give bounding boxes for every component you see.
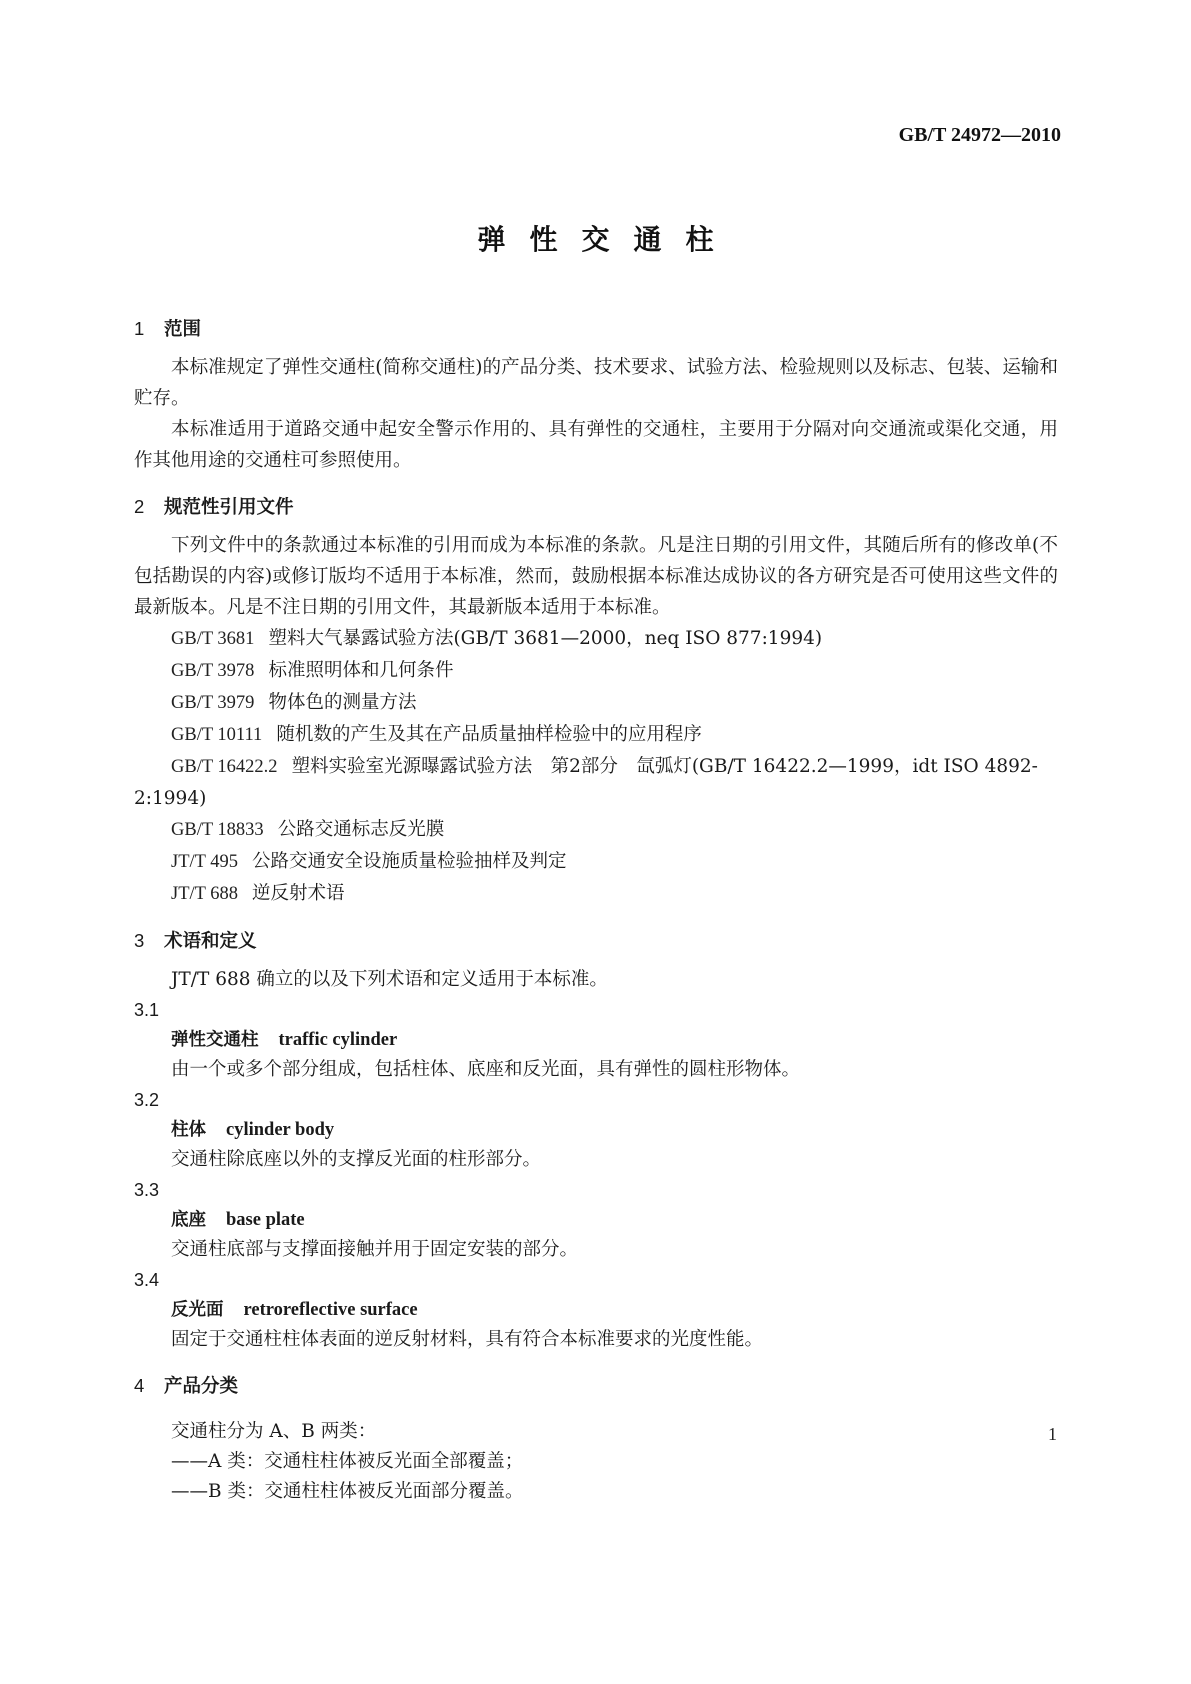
- paragraph: 本标准适用于道路交通中起安全警示作用的、具有弹性的交通柱，主要用于分隔对向交通流或渠化交通，用作其他用途的交通柱可参照使用。: [134, 419, 1058, 471]
- reference-code: GB/T 3979: [171, 693, 255, 713]
- term-en: retroreflective surface: [243, 1300, 418, 1320]
- reference-title: 公路交通安全设施质量检验抽样及判定: [251, 851, 567, 872]
- section-number: 3: [134, 930, 145, 951]
- reference-title: 塑料实验室光源曝露试验方法 第2部分 氙弧灯(GB/T 16422.2—1999，idt ISO 4892-2:1994): [134, 756, 1038, 809]
- term-en: traffic cylinder: [278, 1030, 398, 1050]
- reference-item: [134, 846, 1058, 878]
- section-title: 术语和定义: [164, 931, 257, 952]
- reference-title: 塑料大气暴露试验方法(GB/T 3681—2000，neq ISO 877:1994): [268, 628, 823, 649]
- document-body: [134, 316, 1058, 1507]
- term-heading: [134, 1115, 1058, 1145]
- reference-code: JT/T 688: [171, 884, 238, 904]
- term-zh: 弹性交通柱: [171, 1030, 259, 1050]
- reference-item: [134, 719, 1058, 751]
- list-item: ——B 类：交通柱柱体被反光面部分覆盖。: [171, 1481, 524, 1502]
- section-number: 2: [134, 496, 145, 517]
- term-zh: 底座: [171, 1210, 206, 1230]
- section-2-heading: [134, 494, 1058, 530]
- term-heading: [134, 1295, 1058, 1325]
- section-4-heading: [134, 1373, 1058, 1409]
- section-3-heading: [134, 928, 1058, 964]
- reference-title: 标准照明体和几何条件: [268, 660, 454, 681]
- paragraph: 下列文件中的条款通过本标准的引用而成为本标准的条款。凡是注日期的引用文件，其随后所有的修改单(不包括勘误的内容)或修订版均不适用于本标准，然而，鼓励根据本标准达成协议的各方研究是否可使用这些文件的最新版本。凡是不注日期的引用文件，其最新版本适用于本标准。: [134, 535, 1058, 618]
- reference-code: GB/T 3681: [171, 629, 255, 649]
- section-number: 1: [134, 318, 145, 339]
- term-zh: 反光面: [171, 1300, 224, 1320]
- section-title: 规范性引用文件: [164, 497, 294, 518]
- reference-item: [134, 814, 1058, 846]
- paragraph: 本标准规定了弹性交通柱(简称交通柱)的产品分类、技术要求、试验方法、检验规则以及标志、包装、运输和贮存。: [134, 357, 1058, 409]
- reference-item: [134, 751, 1058, 814]
- section-title: 产品分类: [164, 1376, 239, 1397]
- standard-number: GB/T 24972—2010: [898, 124, 1061, 146]
- reference-item: [134, 687, 1058, 719]
- reference-title: 逆反射术语: [251, 883, 345, 904]
- reference-code: GB/T 10111: [171, 725, 263, 745]
- reference-item: [134, 878, 1058, 910]
- reference-code: GB/T 18833: [171, 820, 264, 840]
- term-number: 3.3: [134, 1180, 160, 1200]
- term-zh: 柱体: [171, 1120, 206, 1140]
- page-number: 1: [1048, 1424, 1057, 1444]
- reference-title: 随机数的产生及其在产品质量抽样检验中的应用程序: [276, 724, 702, 745]
- section-1-heading: [134, 316, 1058, 352]
- term-heading: [134, 1025, 1058, 1055]
- section-number: 4: [134, 1375, 145, 1396]
- term-number: 3.4: [134, 1270, 160, 1290]
- term-en: base plate: [226, 1210, 305, 1230]
- section-title: 范围: [164, 319, 202, 340]
- reference-code: GB/T 3978: [171, 661, 255, 681]
- term-definition: 交通柱底部与支撑面接触并用于固定安装的部分。: [171, 1239, 579, 1260]
- term-definition: 交通柱除底座以外的支撑反光面的柱形部分。: [171, 1149, 542, 1170]
- reference-code: GB/T 16422.2: [171, 757, 278, 777]
- list-item: ——A 类：交通柱柱体被反光面全部覆盖；: [171, 1451, 524, 1472]
- term-definition: 由一个或多个部分组成，包括柱体、底座和反光面，具有弹性的圆柱形物体。: [171, 1059, 801, 1080]
- term-definition: 固定于交通柱柱体表面的逆反射材料，具有符合本标准要求的光度性能。: [171, 1329, 764, 1350]
- term-heading: [134, 1205, 1058, 1235]
- reference-item: [134, 623, 1058, 655]
- reference-code: JT/T 495: [171, 852, 238, 872]
- paragraph: JT/T 688 确立的以及下列术语和定义适用于本标准。: [171, 969, 608, 990]
- term-en: cylinder body: [226, 1120, 335, 1140]
- term-number: 3.1: [134, 1000, 160, 1020]
- document-title: 弹性交通柱: [477, 223, 738, 256]
- reference-title: 公路交通标志反光膜: [277, 819, 445, 840]
- term-number: 3.2: [134, 1090, 160, 1110]
- paragraph: 交通柱分为 A、B 两类：: [171, 1421, 377, 1442]
- reference-item: [134, 655, 1058, 687]
- reference-title: 物体色的测量方法: [268, 692, 417, 713]
